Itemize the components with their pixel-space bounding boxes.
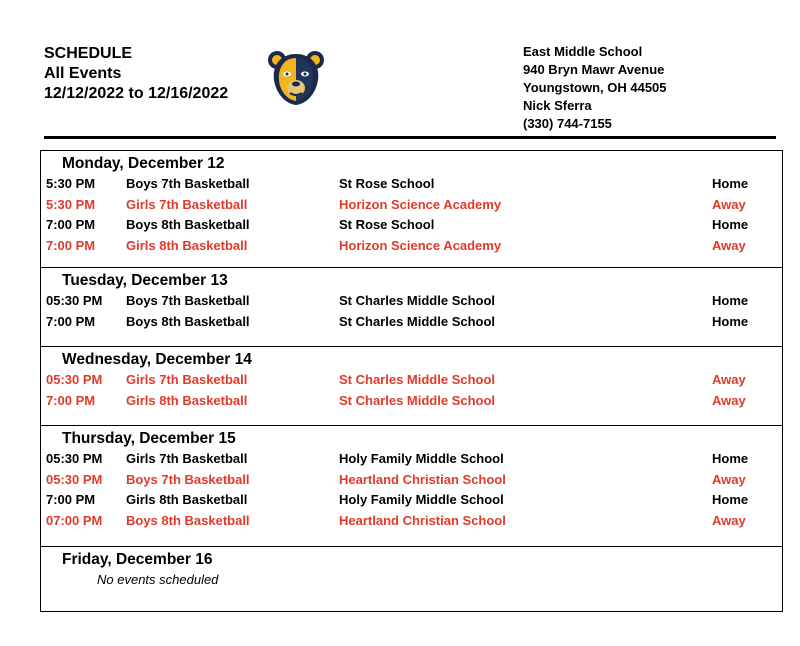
event-time: 7:00 PM	[46, 313, 96, 329]
event-row	[41, 490, 782, 511]
event-time: 5:30 PM	[46, 176, 96, 191]
event-row	[41, 174, 782, 195]
no-events-note: No events scheduled	[97, 572, 219, 587]
event-location: Home	[712, 293, 749, 308]
bear-logo-icon	[266, 50, 326, 106]
event-opponent: Holy Family Middle School	[339, 451, 504, 466]
schedule-subtitle: All Events	[44, 65, 122, 82]
day-title: Tuesday, December 13	[62, 272, 228, 289]
event-location: Away	[712, 372, 746, 387]
date-range: 12/12/2022 to 12/16/2022	[44, 85, 229, 102]
event-opponent: St Charles Middle School	[339, 293, 496, 308]
event-location: Away	[712, 513, 746, 529]
header-divider	[44, 136, 776, 139]
school-city: Youngstown, OH 44505	[523, 80, 667, 95]
event-time: 7:00 PM	[46, 217, 96, 233]
event-name: Girls 7th Basketball	[126, 451, 248, 466]
school-phone: (330) 744-7155	[523, 116, 612, 131]
event-time: 05:30 PM	[46, 293, 103, 308]
event-name: Girls 7th Basketball	[126, 196, 248, 212]
event-opponent: St Charles Middle School	[339, 372, 496, 387]
event-time: 05:30 PM	[46, 372, 103, 387]
event-opponent: Horizon Science Academy	[339, 238, 502, 254]
day-section	[41, 151, 782, 268]
event-name: Boys 7th Basketball	[126, 176, 250, 191]
event-location: Home	[712, 492, 749, 508]
day-title: Thursday, December 15	[62, 430, 236, 447]
event-name: Girls 8th Basketball	[126, 238, 248, 254]
event-opponent: Heartland Christian School	[339, 471, 506, 487]
schedule-table	[40, 150, 783, 612]
school-info	[523, 43, 667, 133]
school-name: East Middle School	[523, 44, 643, 59]
schedule-title: SCHEDULE	[44, 45, 133, 62]
day-title: Friday, December 16	[62, 551, 213, 568]
day-title: Wednesday, December 14	[62, 351, 252, 368]
event-location: Away	[712, 238, 746, 254]
event-time: 5:30 PM	[46, 196, 96, 212]
event-name: Boys 7th Basketball	[126, 471, 250, 487]
event-row	[41, 312, 782, 333]
day-section	[41, 426, 782, 547]
school-address: 940 Bryn Mawr Avenue	[523, 62, 665, 77]
day-title: Monday, December 12	[62, 155, 225, 172]
event-row	[41, 449, 782, 470]
event-row	[41, 391, 782, 412]
event-name: Boys 7th Basketball	[126, 293, 250, 308]
event-name: Girls 7th Basketball	[126, 372, 248, 387]
event-row	[41, 236, 782, 257]
event-row	[41, 195, 782, 216]
event-location: Away	[712, 196, 746, 212]
event-time: 05:30 PM	[46, 451, 103, 466]
event-opponent: St Rose School	[339, 217, 435, 233]
event-row	[41, 470, 782, 491]
event-location: Home	[712, 217, 749, 233]
day-section	[41, 347, 782, 426]
event-time: 7:00 PM	[46, 238, 96, 254]
event-opponent: St Rose School	[339, 176, 435, 191]
event-location: Away	[712, 392, 746, 408]
day-section	[41, 547, 782, 610]
event-location: Home	[712, 451, 749, 466]
event-opponent: Holy Family Middle School	[339, 492, 504, 508]
event-time: 7:00 PM	[46, 492, 96, 508]
event-name: Boys 8th Basketball	[126, 513, 250, 529]
event-opponent: St Charles Middle School	[339, 392, 496, 408]
event-opponent: St Charles Middle School	[339, 313, 496, 329]
day-section	[41, 268, 782, 347]
event-location: Home	[712, 176, 749, 191]
event-opponent: Heartland Christian School	[339, 513, 506, 529]
event-location: Away	[712, 471, 746, 487]
event-name: Boys 8th Basketball	[126, 313, 250, 329]
event-opponent: Horizon Science Academy	[339, 196, 502, 212]
event-location: Home	[712, 313, 749, 329]
event-name: Girls 8th Basketball	[126, 392, 248, 408]
event-time: 07:00 PM	[46, 513, 103, 529]
event-row	[41, 291, 782, 312]
school-contact: Nick Sferra	[523, 98, 592, 113]
event-name: Boys 8th Basketball	[126, 217, 250, 233]
event-time: 7:00 PM	[46, 392, 96, 408]
event-time: 05:30 PM	[46, 471, 103, 487]
event-row	[41, 215, 782, 236]
event-row	[41, 511, 782, 532]
event-row	[41, 370, 782, 391]
event-name: Girls 8th Basketball	[126, 492, 248, 508]
schedule-header	[44, 44, 228, 104]
